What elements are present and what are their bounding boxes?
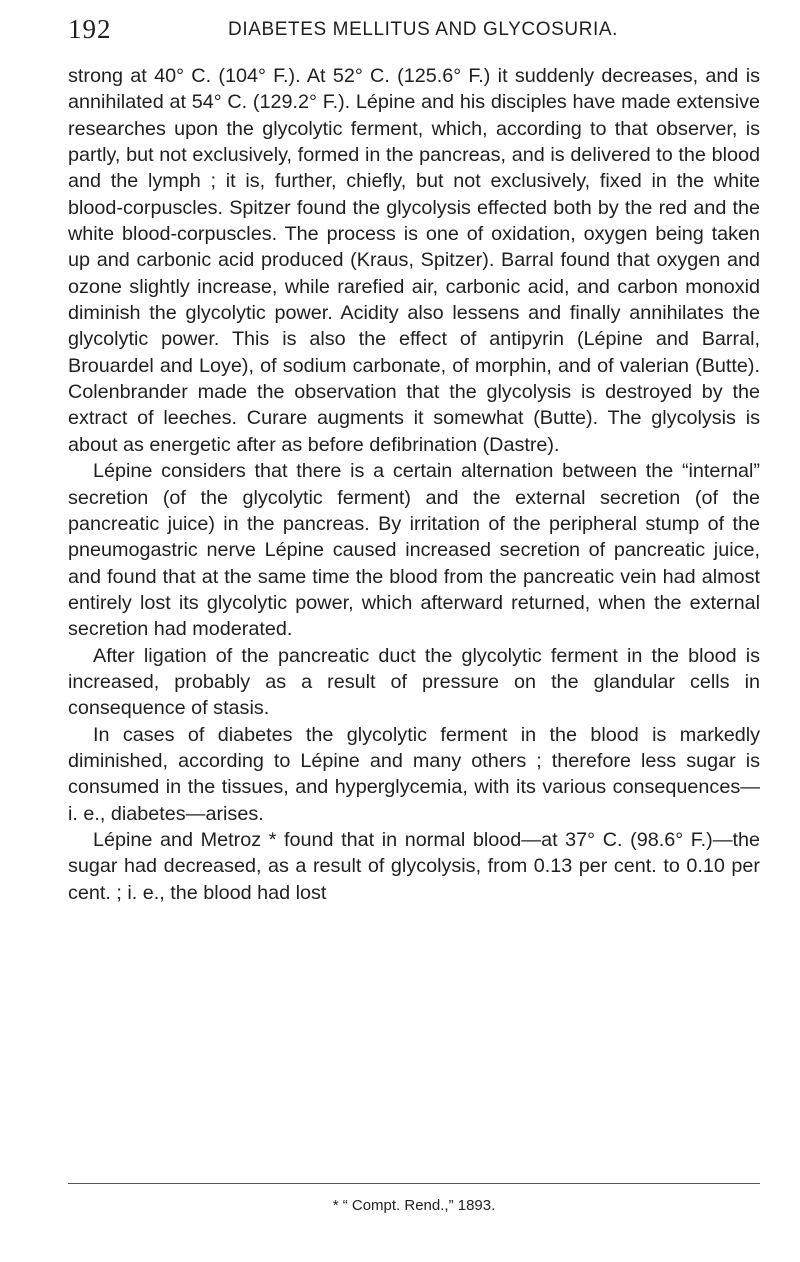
page-number: 192 bbox=[68, 14, 112, 44]
footnote-divider bbox=[68, 1183, 760, 1184]
paragraph-3: After ligation of the pancreatic duct the glycolytic ferment in the blood is increased, probably as a result of pressure on the glandular cells in consequence of stasis. bbox=[68, 644, 760, 720]
running-title: DIABETES MELLITUS AND GLYCOSURIA. bbox=[228, 19, 619, 40]
book-page bbox=[68, 0, 760, 1262]
running-header bbox=[68, 14, 760, 44]
paragraph-1: strong at 40° C. (104° F.). At 52° C. (125.6° F.) it suddenly decreases, and is annihilated at 54° C. (129.2° F.). Lépine and his disciples have made extensive researches upon the glycolytic ferment, which, according to that observer, is partly, but not exclusively, formed in the pancreas, and is delivered to the blood and the lymph ; it is, further, chiefly, but not exclusively, fixed in the white blood-corpuscles. Spitzer found the glycolysis effected both by the red and the white blood-corpuscles. The process is one of oxidation, oxygen being taken up and carbonic acid produced (Kraus, Spitzer). Barral found that oxygen and ozone slightly increase, while rarefied air, carbonic acid, and carbon monoxid diminish the glycolytic power. Acidity also lessens and finally annihilates the glycolytic power. This is also the effect of antipyrin (Lépine and Barral, Brouardel and Loye), of sodium carbonate, of morphin, and of valerian (Butte). Colenbrander made the observation that the glycolysis is destroyed by the extract of leeches. Curare augments it somewhat (Butte). The glycolysis is about as energetic after as before defibrination (Dastre). bbox=[68, 65, 760, 456]
body-text bbox=[68, 63, 760, 906]
footnote: * “ Compt. Rend.,” 1893. bbox=[332, 1197, 496, 1214]
paragraph-5: Lépine and Metroz * found that in normal blood—at 37° C. (98.6° F.)—the sugar had decreased, as a result of glycolysis, from 0.13 per cent. to 0.10 per cent. ; i. e., the blood had lost bbox=[68, 828, 760, 904]
paragraph-4: In cases of diabetes the glycolytic ferment in the blood is markedly diminished, according to Lépine and many others ; therefore less sugar is consumed in the tissues, and hyperglycemia, with its various consequences—i. e., diabetes—arises. bbox=[68, 723, 760, 825]
paragraph-2: Lépine considers that there is a certain alternation between the “internal” secretion (of the glycolytic ferment) and the external secretion (of the pancreatic juice) in the pancreas. By irritation of the peripheral stump of the pneumogastric nerve Lépine caused increased secretion of pancreatic juice, and found that at the same time the blood from the pancreatic vein had almost entirely lost its glycolytic power, which afterward returned, when the external secretion had moderated. bbox=[68, 460, 760, 641]
